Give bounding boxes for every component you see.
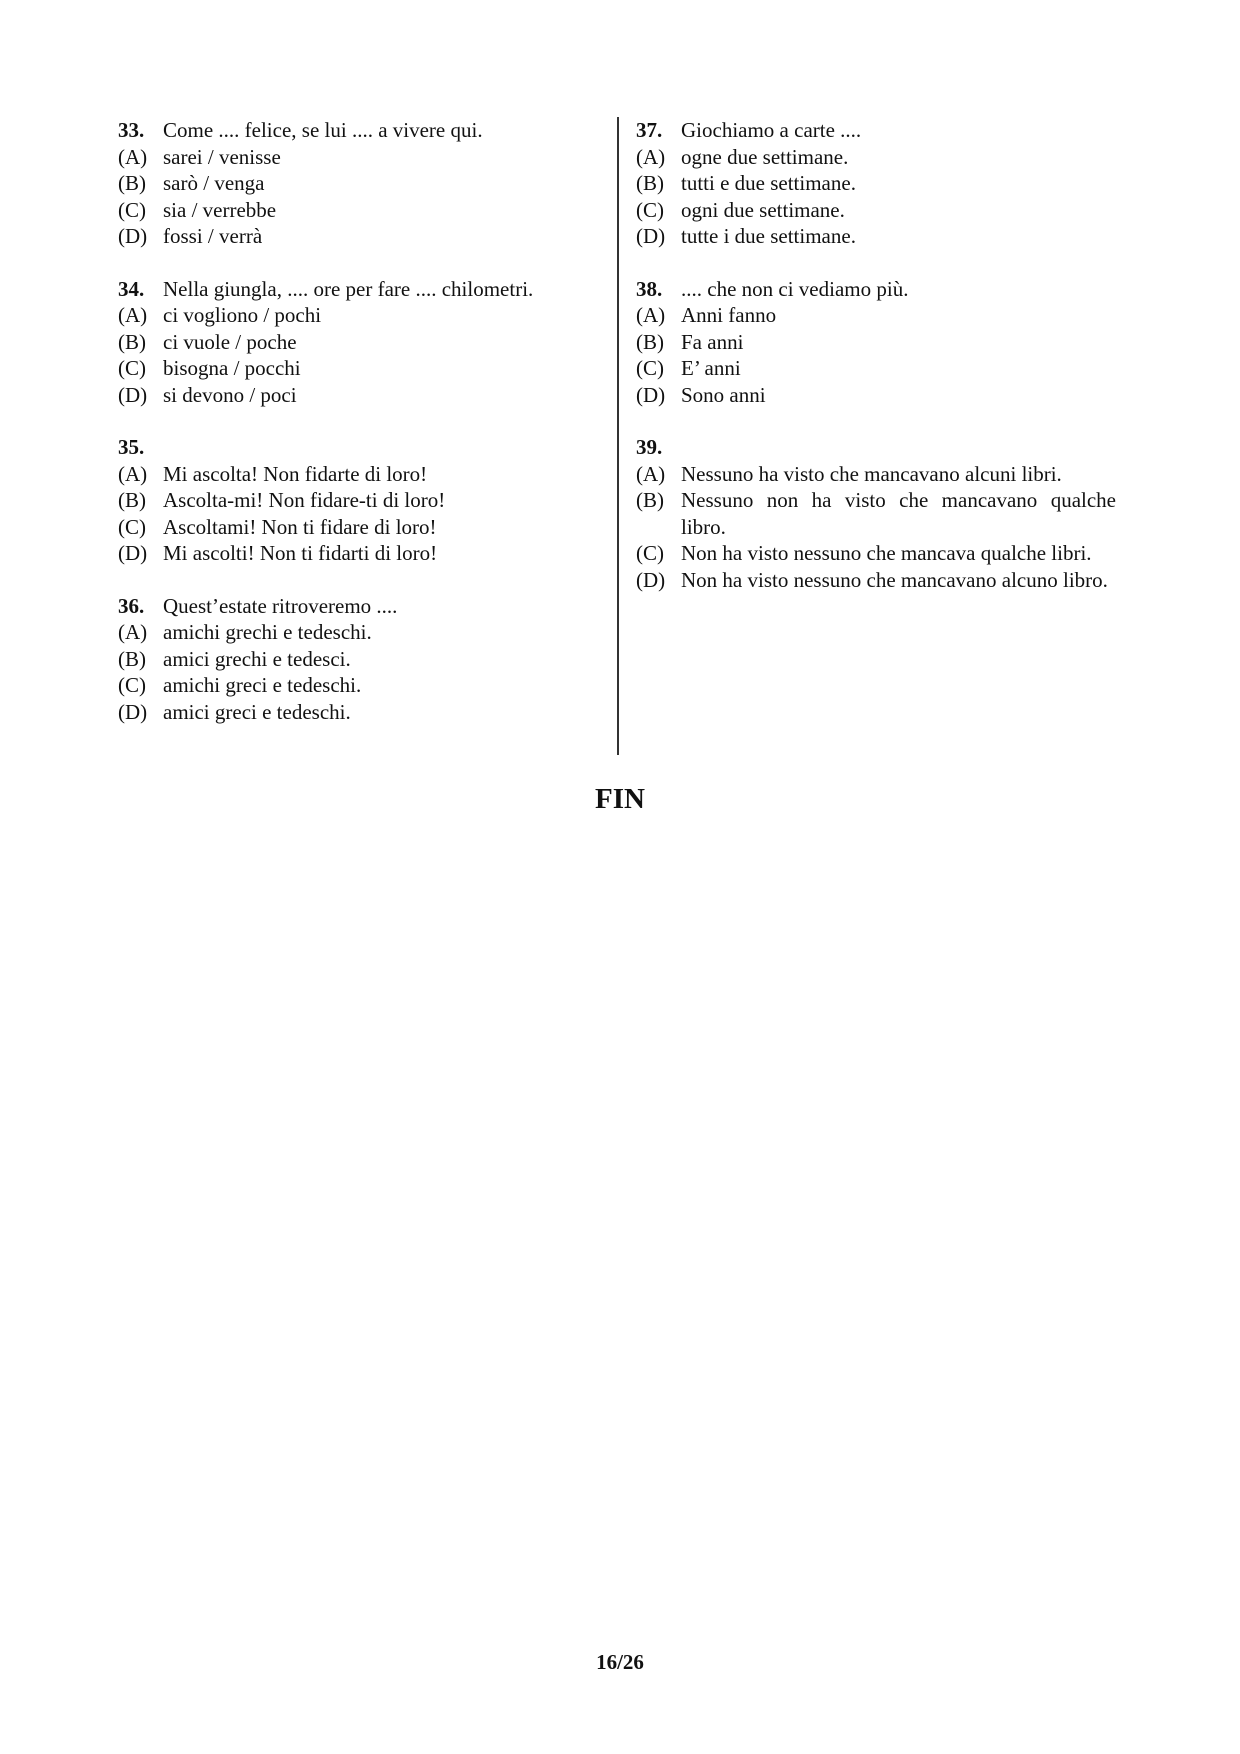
option-label: (C) xyxy=(636,356,664,380)
option-text: sarei / venisse xyxy=(163,144,281,169)
option-text: Sono anni xyxy=(681,382,766,407)
question-number: 33. xyxy=(118,118,145,142)
option-label: (C) xyxy=(118,197,146,222)
option-text: fossi / verrà xyxy=(163,224,263,248)
question-34 xyxy=(118,276,588,409)
end-marker: FIN xyxy=(595,783,645,815)
option-label: (B) xyxy=(118,171,146,195)
option-label: (C) xyxy=(636,197,664,222)
option-label: (C) xyxy=(118,356,146,380)
option-label: (B) xyxy=(636,171,664,195)
option-label: (B) xyxy=(118,488,146,512)
question-stem: Nella giungla, .... ore per fare .... chilometri. xyxy=(163,276,534,301)
option-label: (B) xyxy=(118,646,146,671)
option-text: bisogna / pocchi xyxy=(163,356,301,380)
option-label: (A) xyxy=(118,144,148,169)
question-number: 36. xyxy=(118,593,145,618)
option-text: Mi ascolta! Non fidarte di loro! xyxy=(163,461,428,486)
option-text: amichi grechi e tedeschi. xyxy=(163,620,372,644)
page-number: 16/26 xyxy=(596,1650,644,1674)
question-number: 39. xyxy=(636,435,663,459)
question-33 xyxy=(118,117,588,250)
right-column xyxy=(636,117,1116,619)
option-label: (C) xyxy=(118,673,146,697)
option-label: (B) xyxy=(118,329,146,354)
option-label: (A) xyxy=(118,461,148,486)
option-label: (A) xyxy=(118,303,148,327)
question-stem: Come .... felice, se lui .... a vivere qui. xyxy=(163,118,483,142)
question-stem: .... che non ci vediamo più. xyxy=(681,276,909,301)
question-39 xyxy=(636,434,1116,593)
question-number: 34. xyxy=(118,276,145,301)
option-label: (A) xyxy=(118,620,148,644)
question-stem xyxy=(681,434,1116,461)
option-text: Nessuno ha visto che mancavano alcuni libri. xyxy=(681,461,1062,486)
option-text: amici grechi e tedesci. xyxy=(163,646,351,671)
question-stem xyxy=(163,434,588,461)
option-label: (D) xyxy=(118,541,148,565)
option-text: amichi greci e tedeschi. xyxy=(163,673,362,697)
option-text: sia / verrebbe xyxy=(163,197,277,222)
option-label: (C) xyxy=(636,541,664,565)
option-label: (B) xyxy=(636,488,664,512)
option-text: sarò / venga xyxy=(163,171,265,195)
option-label: (D) xyxy=(636,382,666,407)
option-label: (A) xyxy=(636,303,666,327)
option-text: tutti e due settimane. xyxy=(681,171,856,195)
option-text: Ascoltami! Non ti fidare di loro! xyxy=(163,514,437,539)
option-text: ogne due settimane. xyxy=(681,144,849,169)
question-36 xyxy=(118,593,588,726)
option-label: (D) xyxy=(118,224,148,248)
left-column xyxy=(118,117,588,751)
option-text: E’ anni xyxy=(681,356,741,380)
option-label: (B) xyxy=(636,329,664,354)
question-number: 37. xyxy=(636,118,663,142)
option-text: ogni due settimane. xyxy=(681,197,845,222)
option-text: Non ha visto nessuno che mancavano alcuno libro. xyxy=(681,567,1108,592)
option-label: (A) xyxy=(636,461,666,486)
option-text: Nessuno non ha visto che mancavano qualche libro. xyxy=(681,488,1116,539)
option-label: (D) xyxy=(118,382,148,407)
option-label: (C) xyxy=(118,514,146,539)
option-text: Mi ascolti! Non ti fidarti di loro! xyxy=(163,541,438,565)
option-label: (D) xyxy=(636,224,666,248)
option-text: Anni fanno xyxy=(681,303,777,327)
option-label: (D) xyxy=(636,567,666,592)
question-stem: Quest’estate ritroveremo .... xyxy=(163,593,398,618)
option-label: (A) xyxy=(636,144,666,169)
option-text: tutte i due settimane. xyxy=(681,224,856,248)
question-37 xyxy=(636,117,1116,250)
question-stem: Giochiamo a carte .... xyxy=(681,118,862,142)
option-text: Ascolta-mi! Non fidare-ti di loro! xyxy=(163,488,446,512)
option-text: ci vogliono / pochi xyxy=(163,303,322,327)
question-number: 35. xyxy=(118,435,145,459)
question-38 xyxy=(636,276,1116,409)
option-text: Fa anni xyxy=(681,329,744,354)
option-text: ci vuole / poche xyxy=(163,329,297,354)
option-text: si devono / poci xyxy=(163,382,297,407)
column-divider xyxy=(617,117,619,755)
option-text: Non ha visto nessuno che mancava qualche libri. xyxy=(681,541,1092,565)
question-35 xyxy=(118,434,588,567)
option-text: amici greci e tedeschi. xyxy=(163,699,351,724)
option-label: (D) xyxy=(118,699,148,724)
question-number: 38. xyxy=(636,276,663,301)
